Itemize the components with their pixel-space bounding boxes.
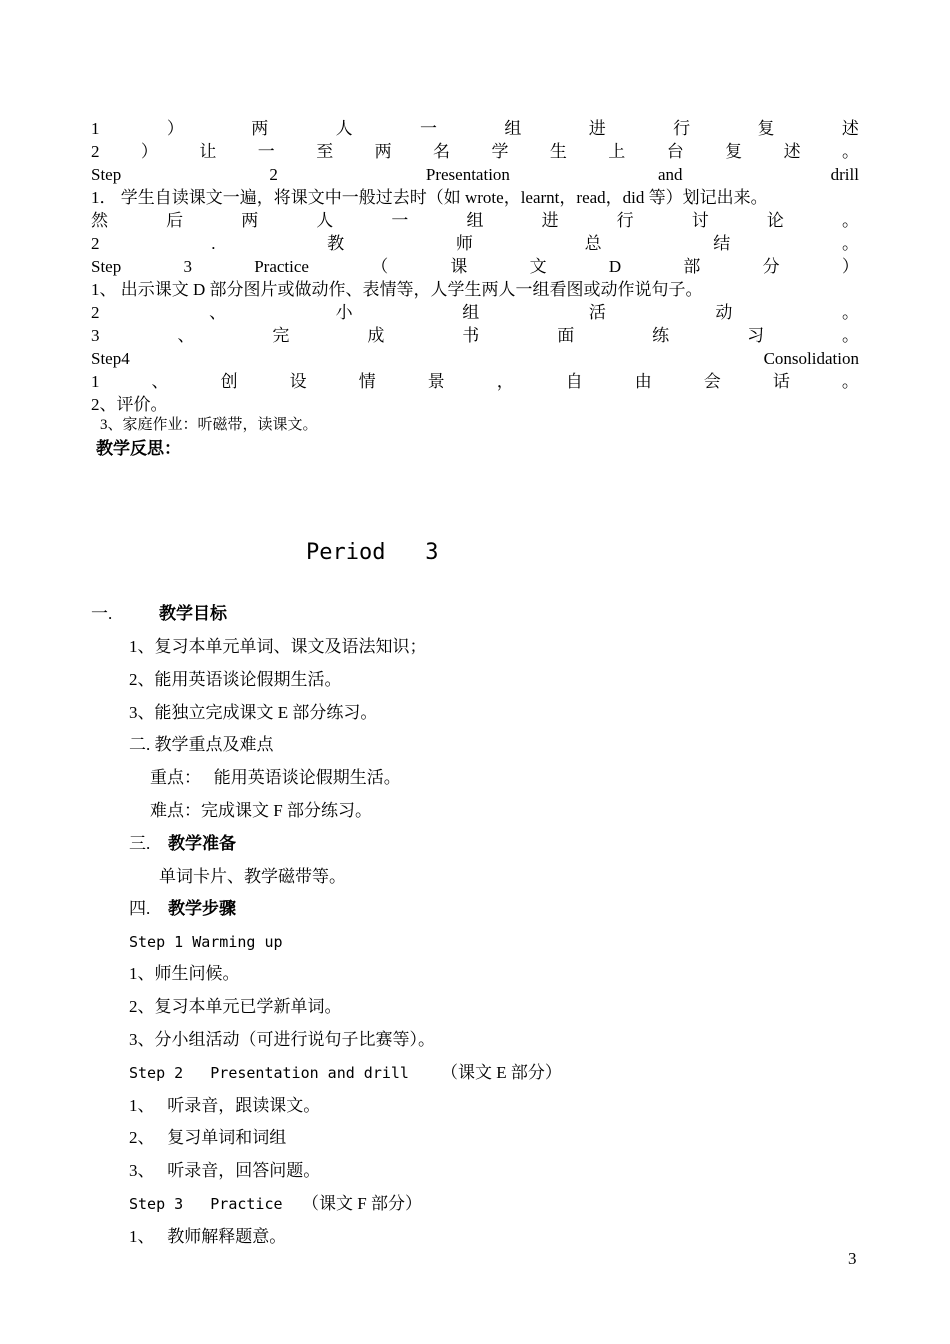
section-4-number: 四. [129, 899, 151, 918]
text-token: Step [91, 257, 122, 276]
objective-1: 1、复习本单元单词、课文及语法知识； [129, 637, 427, 656]
text-token: 复 [757, 119, 775, 138]
text-token: 复 [725, 142, 743, 161]
text-token: Presentation [425, 165, 510, 184]
text-token: 生 [549, 142, 567, 161]
text-token: 话 [772, 372, 790, 391]
text-token: 两 [251, 119, 269, 138]
text-token: 行 [616, 211, 634, 230]
text-token: 2 [91, 303, 100, 322]
text-token: 进 [588, 119, 606, 138]
step2-item-1-continued [91, 209, 859, 232]
step4-item-1 [91, 370, 859, 393]
text-token: 、 [151, 372, 169, 391]
text-token: 人 [316, 211, 334, 230]
text-token: 1 [91, 119, 100, 138]
objective-2: 2、能用英语谈论假期生活。 [129, 670, 342, 689]
homework-line: 3、家庭作业：听磁带，读课文。 [100, 417, 318, 433]
text-token: 行 [673, 119, 691, 138]
text-token: Step [91, 165, 122, 184]
text-token: 景 [427, 372, 445, 391]
text-token: 部 [683, 257, 701, 276]
text-token: 会 [703, 372, 721, 391]
text-token: 小 [335, 303, 353, 322]
text-token: 习 [747, 326, 765, 345]
text-token: 论 [766, 211, 784, 230]
text-token: 让 [199, 142, 217, 161]
text-token: 。 [841, 211, 859, 230]
section-2-heading: 二. 教学重点及难点 [129, 735, 274, 754]
text-token: ） [841, 257, 859, 276]
step2-answer-item: 3、 听录音，回答问题。 [129, 1161, 321, 1180]
step2-item-1: 1． 学生自读课文一遍，将课文中一般过去时（如 wrote，learnt，read，did 等）划记出来。 [91, 188, 768, 207]
step1-heading: Step 1 Warming up [129, 933, 283, 951]
text-token: 情 [358, 372, 376, 391]
step4-item-2: 2、评价。 [91, 395, 168, 414]
key-point: 重点： 能用英语谈论假期生活。 [150, 768, 401, 787]
text-token: 1 [91, 372, 100, 391]
text-token: 台 [666, 142, 684, 161]
text-token: 文 [529, 257, 547, 276]
step3-item-3 [91, 324, 859, 347]
step3-explain-item: 1、 教师解释题意。 [129, 1227, 287, 1246]
text-token: 创 [220, 372, 238, 391]
text-token: 述 [783, 142, 801, 161]
preparation-text: 单词卡片、教学磁带等。 [159, 867, 346, 886]
text-token: ） [166, 119, 184, 138]
text-token: 面 [557, 326, 575, 345]
text-token: 后 [166, 211, 184, 230]
text-token: 由 [634, 372, 652, 391]
text-token: . [211, 234, 216, 253]
text-token: 设 [289, 372, 307, 391]
text-token: 2 [91, 142, 100, 161]
text-token: 自 [565, 372, 583, 391]
step2-heading: Step 2 Presentation and drill [129, 1064, 418, 1082]
step3-heading: Step 3 Practice [129, 1195, 292, 1213]
text-token: 总 [584, 234, 602, 253]
step3-section-note: （课文 F 部分） [302, 1194, 422, 1213]
text-token: 进 [541, 211, 559, 230]
text-token: 然 [91, 211, 108, 230]
text-token: 教 [327, 234, 345, 253]
text-token: 学 [491, 142, 509, 161]
text-token: 书 [462, 326, 480, 345]
period-title: Period 3 [306, 540, 439, 565]
text-token: 述 [841, 119, 859, 138]
text-token: 组 [504, 119, 522, 138]
text-token: 动 [715, 303, 733, 322]
text-token: Practice [254, 257, 309, 276]
step3-item-1: 1、 出示课文 D 部分图片或做动作、表情等，人学生两人一组看图或动作说句子。 [91, 280, 703, 299]
text-token: 活 [588, 303, 606, 322]
step2-section-note: （课文 E 部分） [441, 1063, 562, 1082]
text-token: and [658, 165, 683, 184]
step2-item-2 [91, 232, 859, 255]
text-token: 至 [316, 142, 334, 161]
text-token: ， [496, 372, 514, 391]
section-1-number: 一. [91, 604, 113, 623]
text-token: 一 [391, 211, 409, 230]
section-3-number: 三. [129, 834, 151, 853]
review-line-2 [91, 140, 859, 163]
step2-listen-item: 1、 听录音，跟读课文。 [129, 1096, 321, 1115]
text-token: 、 [177, 326, 195, 345]
text-token: （ [371, 257, 389, 276]
text-token: 结 [713, 234, 731, 253]
text-token: 组 [462, 303, 480, 322]
text-token: 、 [209, 303, 227, 322]
text-token: 师 [455, 234, 473, 253]
text-token: 。 [841, 234, 859, 253]
section-4-heading: 教学步骤 [168, 899, 236, 918]
text-token: Step4 [91, 349, 130, 368]
text-token: 上 [608, 142, 626, 161]
text-token: D [608, 257, 622, 276]
step2-heading-line [91, 163, 859, 186]
text-token: 。 [842, 326, 859, 345]
text-token: 。 [841, 372, 859, 391]
step2-review-item: 2、 复习单词和词组 [129, 1128, 287, 1147]
text-token: 成 [367, 326, 385, 345]
text-token: 名 [433, 142, 451, 161]
text-token: 3 [91, 326, 100, 345]
step3-item-2 [91, 301, 859, 324]
text-token: 讨 [691, 211, 709, 230]
text-token: 。 [841, 303, 859, 322]
text-token: 课 [450, 257, 468, 276]
difficult-point: 难点：完成课文 F 部分练习。 [150, 801, 372, 820]
objective-3: 3、能独立完成课文 E 部分练习。 [129, 703, 378, 722]
text-token: 一 [420, 119, 437, 138]
text-token: Consolidation [763, 349, 859, 368]
section-3-heading: 教学准备 [168, 834, 236, 853]
text-token: 一 [257, 142, 275, 161]
text-token: ） [140, 142, 158, 161]
text-token: 。 [841, 142, 859, 161]
step3-heading-line [91, 255, 859, 278]
text-token: 分 [762, 257, 780, 276]
page-number: 3 [848, 1249, 857, 1268]
text-token: 2 [91, 234, 100, 253]
step1-item-3: 3、分小组活动（可进行说句子比赛等）。 [129, 1030, 435, 1049]
review-line-1 [91, 117, 859, 140]
step1-item-2: 2、复习本单元已学新单词。 [129, 997, 342, 1016]
text-token: 组 [466, 211, 484, 230]
text-token: 3 [183, 257, 192, 276]
text-token: 练 [652, 326, 670, 345]
text-token: 2 [269, 165, 278, 184]
teaching-reflection-label: 教学反思： [96, 439, 181, 458]
text-token: drill [830, 165, 859, 184]
text-token: 人 [335, 119, 353, 138]
text-token: 完 [272, 326, 290, 345]
section-1-heading: 教学目标 [159, 604, 227, 623]
step1-item-1: 1、师生问候。 [129, 964, 240, 983]
text-token: 两 [374, 142, 392, 161]
step4-heading-line [91, 347, 859, 370]
text-token: 两 [241, 211, 259, 230]
